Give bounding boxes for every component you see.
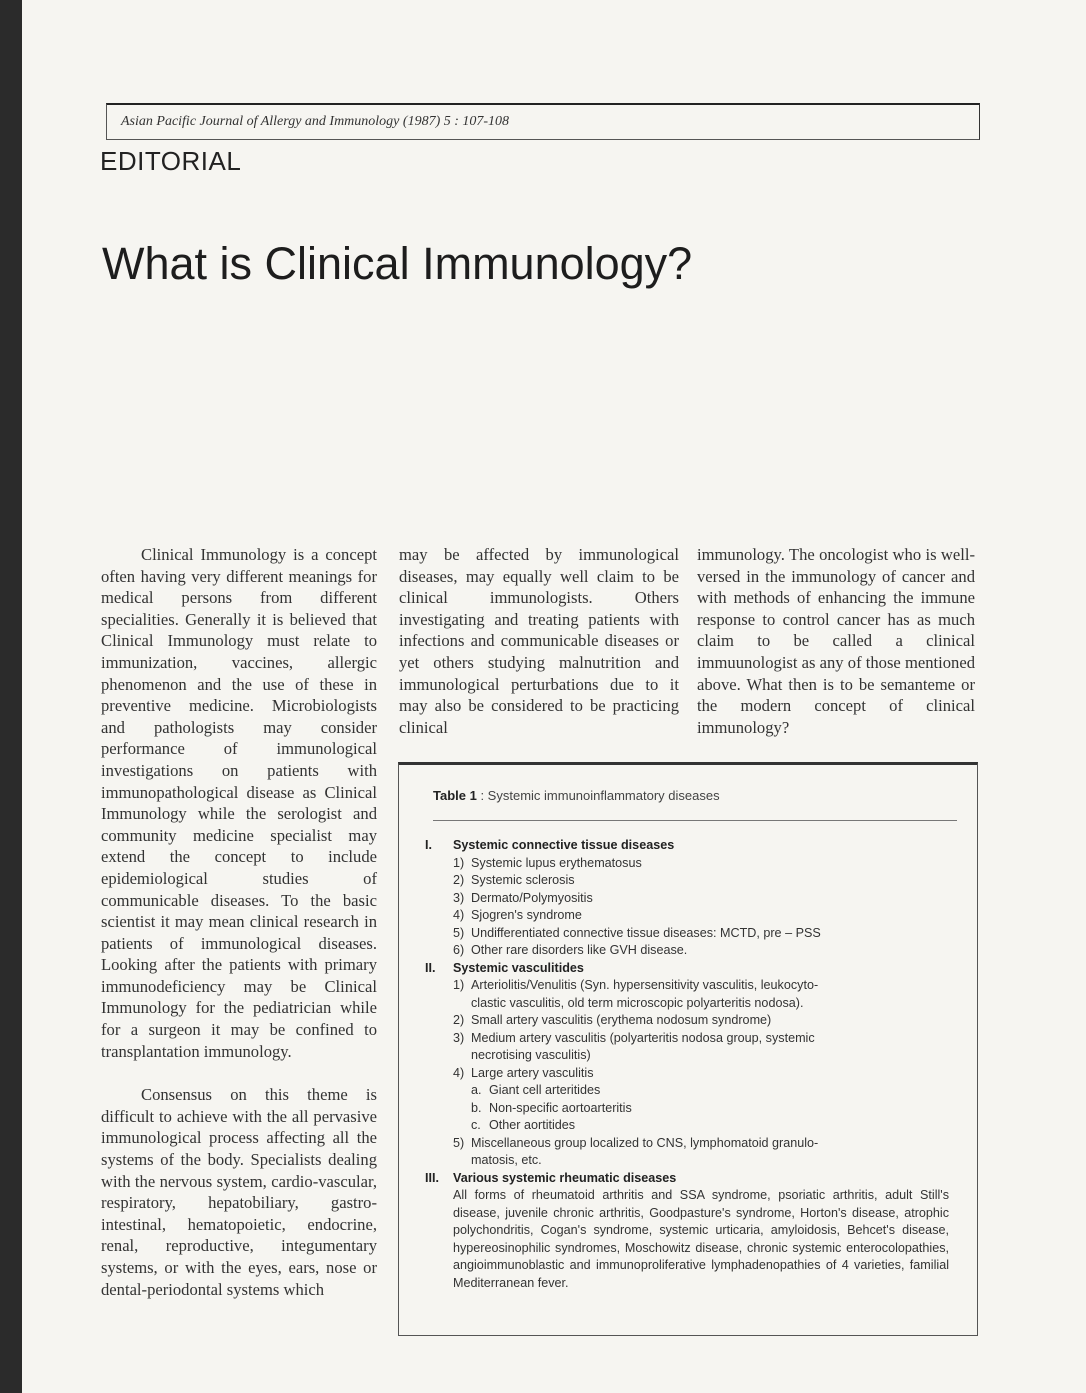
paragraph-2: Consensus on this theme is difficult to achieve with the all pervasive immunological process affecting all the systems of the body. Specialists dealing with the nervous system, cardio-vascular, respiratory, hepatobiliary, gastro-intestinal, hematopoietic, endocrine, renal, reproductive, integumentary systems, or with the eyes, ears, nose or dental-periodontal systems which bbox=[101, 1085, 377, 1299]
journal-citation: Asian Pacific Journal of Allergy and Immunology (1987) 5 : 107-108 bbox=[121, 114, 510, 129]
table-section-2-heading: II. Systemic vasculitides bbox=[425, 960, 584, 975]
sub-list-item: b. Non-specific aortoarteritis bbox=[471, 1100, 632, 1115]
table-section-3-heading: III. Various systemic rheumatic diseases bbox=[425, 1170, 677, 1185]
list-item: 4) Large artery vasculitis bbox=[453, 1065, 594, 1080]
article-title: What is Clinical Immunology? bbox=[102, 238, 693, 289]
table-caption-text: : Systemic immunoinflammatory diseases bbox=[476, 788, 720, 803]
table-divider bbox=[433, 820, 957, 821]
list-item: 3) Dermato/Polymyositis bbox=[453, 890, 593, 905]
list-item: 2) Small artery vasculitis (erythema nodosum syndrome) bbox=[453, 1013, 772, 1027]
list-item-continuation: clastic vasculitis, old term microscopic polyarteritis nodosa). bbox=[471, 995, 804, 1010]
body-column-3 bbox=[697, 544, 975, 738]
list-item: 2) Systemic sclerosis bbox=[453, 873, 575, 887]
journal-page bbox=[22, 0, 1086, 1393]
table-caption bbox=[433, 788, 720, 803]
paragraph-col3: immunology. The oncologist who is well-versed in the immunology of cancer and with methods of enhancing the immune response to control cancer has as much claim to be called a clinical immuunologist as any of those mentioned above. What then is to be semanteme or the modern concept of clinical immunology? bbox=[697, 545, 975, 737]
table-1 bbox=[398, 762, 978, 1336]
body-column-1 bbox=[101, 544, 377, 1300]
table-label: Table 1 bbox=[433, 788, 477, 803]
list-item: 6) Other rare disorders like GVH disease. bbox=[453, 943, 688, 957]
list-item: 4) Sjogren's syndrome bbox=[453, 908, 582, 922]
list-item: 1) Systemic lupus erythematosus bbox=[453, 855, 642, 870]
list-item: 5) Miscellaneous group localized to CNS, lymphomatoid granulo- bbox=[453, 1135, 819, 1150]
paragraph-col2: may be affected by immunological diseases, may equally well claim to be clinical immunologists. Others investigating and treating patients with infections and communicable diseases or yet others studying malnutrition and immunological perturbations due to it may also be considered to be practicing clinical bbox=[399, 545, 679, 737]
table-body bbox=[425, 837, 949, 1292]
journal-header-box bbox=[106, 103, 980, 140]
sub-list-item: c. Other aortitides bbox=[471, 1118, 576, 1132]
section-label: EDITORIAL bbox=[100, 146, 242, 176]
body-column-2 bbox=[399, 544, 679, 738]
list-item-continuation: necrotising vasculitis) bbox=[471, 1048, 591, 1062]
paragraph-1: Clinical Immunology is a concept often having very different meanings for medical persons from different specialities. Generally it is believed that Clinical Immunology must relate to immunization, vaccines, allergic phenomenon and the use of these in preventive medicine. Microbiologists and pathologists may consider performance of immunological investigations on patients with immunopathological disease as Clinical Immunology while the serologist and community medicine specialist may extend the concept to include epidemiological studies of communicable diseases. To the basic scientist it may mean clinical research in patients of immunological diseases. Looking after the patients with primary immunodeficiency may be Clinical Immunology for the pediatrician while for a surgeon it may be confined to transplantation immunology. bbox=[101, 545, 377, 1061]
list-item: 3) Medium artery vasculitis (polyarteritis nodosa group, systemic bbox=[453, 1030, 815, 1045]
list-item-continuation: matosis, etc. bbox=[471, 1153, 542, 1167]
table-section-3-text: All forms of rheumatoid arthritis and SSA syndrome, psoriatic arthritis, adult Still's disease, juvenile chronic arthritis, Goodpasture's syndrome, Horton's disease, atrophic polychondritis, Cogan's syndrome, systemic urticaria, amyloidosis, Behcet's disease, hypereosinophilic syndromes, Moschowitz disease, chronic systemic enterocolopathies, angioimmunoblastic and immunoproliferative lymphadenopathies of 4 varieties, familial Mediterranean fever. bbox=[453, 1188, 949, 1290]
list-item: 5) Undifferentiated connective tissue diseases: MCTD, pre – PSS bbox=[453, 925, 821, 940]
list-item: 1) Arteriolitis/Venulitis (Syn. hypersensitivity vasculitis, leukocyto- bbox=[453, 978, 819, 992]
sub-list-item: a. Giant cell arteritides bbox=[471, 1083, 601, 1097]
table-section-1-heading: I. Systemic connective tissue diseases bbox=[425, 838, 675, 852]
